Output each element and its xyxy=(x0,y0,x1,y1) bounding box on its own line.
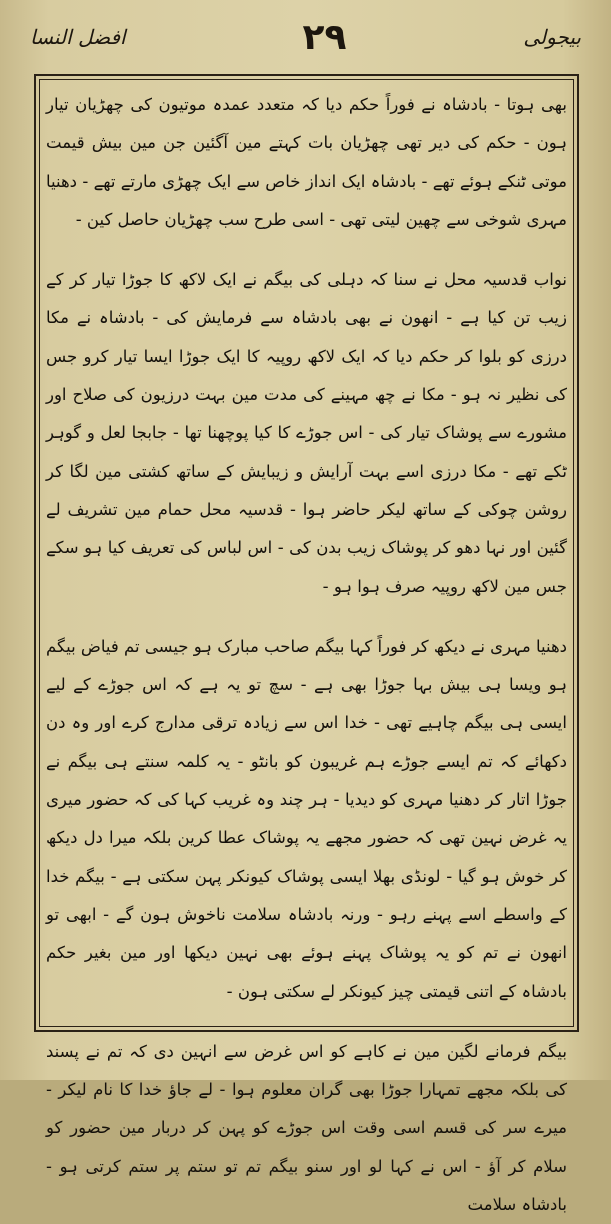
running-head-right: بیجولی xyxy=(523,25,581,49)
paragraph-1: بھی ہوتا - بادشاہ نے فوراً حکم دیا کہ متعدد عمدہ موتیون کی چھڑیان تیار ہون - حکم کی دیر تھی چھڑیان بات کہتے مین آگئین جن مین بیش قیمت موتی ٹنکے ہوئے تھے - بادشاہ ایک انداز خاص سے ایک چھڑی مارتے تھے - دھنیا مہری شوخی سے چھین لیتی تھی - اسی طرح سب چھڑیان حاصل کین - xyxy=(46,95,567,229)
paragraph-2: نواب قدسیہ محل نے سنا کہ دہلی کی بیگم نے ایک لاکھ کا جوڑا تیار کر کے زیب تن کیا ہے - انھون نے بھی بادشاہ سے فرمایش کی - بادشاہ نے مکا درزی کو بلوا کر حکم دیا کہ ایک لاکھ روپیہ کا ایک جوڑا ایسا تیار کرو جس کی نظیر نہ ہو - مکا نے چھ مہینے کی مدت مین بہت درزیون کی صلاح اور مشورے سے پوشاک تیار کی - اس جوڑے کا کیا پوچھنا تھا - جابجا لعل و گوہر ٹکے تھے - مکا درزی اسے بہت آرایش و زیبایش کے ساتھ کشتی مین لگا کر روشن چوکی کے ساتھ لیکر حاضر ہوا - قدسیہ محل حمام مین تشریف لے گئین اور نہا دھو کر پوشاک زیب بدن کی - اس لباس کی تعریف کیا ہو سکے جس مین لاکھ روپیہ صرف ہوا ہو - xyxy=(46,270,567,596)
paragraph-4: بیگم فرمانے لگین مین نے کاہے کو اس غرض سے انہین دی کہ تم نے پسند کی بلکہ مجھے تمہارا جوڑا بھی گران معلوم ہوا - لے جاؤ خدا کا نام لیکر - میرے سر کی قسم اسی وقت اس جوڑے کو پہن کر دربار مین حضور کو سلام کر آؤ - اس نے کہا لو اور سنو بیگم تم تو ستم پر ستم کرتی ہو - بادشاہ سلامت xyxy=(46,1041,567,1215)
paragraph-3: دھنیا مہری نے دیکھ کر فوراً کہا بیگم صاحب مبارک ہو جیسی تم فیاض بیگم ہو ویسا ہی بیش بہا جوڑا بھی ہے - سچ تو یہ ہے کہ اس جوڑے کے لیے ایسی ہی بیگم چاہیے تھی - خدا اس سے زیادہ ترقی مدارج کرے اور وہ دن دکھائے کہ تم ایسے جوڑے ہم غریبون کو بانٹو - یہ کلمہ سنتے ہی بیگم نے جوڑا اتار کر دھنیا مہری کو دیدیا - ہر چند وہ غریب کہا کی کہ حضور میری یہ غرض نہین تھی کہ حضور مجھے یہ پوشاک عطا کرین بلکہ میرا دل دیکھ کر خوش ہو گیا - لونڈی بھلا ایسی پوشاک کیونکر پہن سکتی ہے - بیگم خدا کے واسطے اسے پہنے رہو - ورنہ بادشاہ سلامت ناخوش ہون گے - ابھی تو انھون نے تم کو یہ پوشاک پہنے ہوئے بھی نہین دیکھا اور مین بغیر حکم بادشاہ کے اتنی قیمتی چیز کیونکر لے سکتی ہون - xyxy=(46,636,567,1001)
body-text xyxy=(46,86,567,1215)
running-head-left: افضل النسا xyxy=(30,25,126,49)
page-header xyxy=(30,12,581,62)
page-number: ٢٩ xyxy=(302,16,347,58)
text-frame xyxy=(34,74,579,1215)
